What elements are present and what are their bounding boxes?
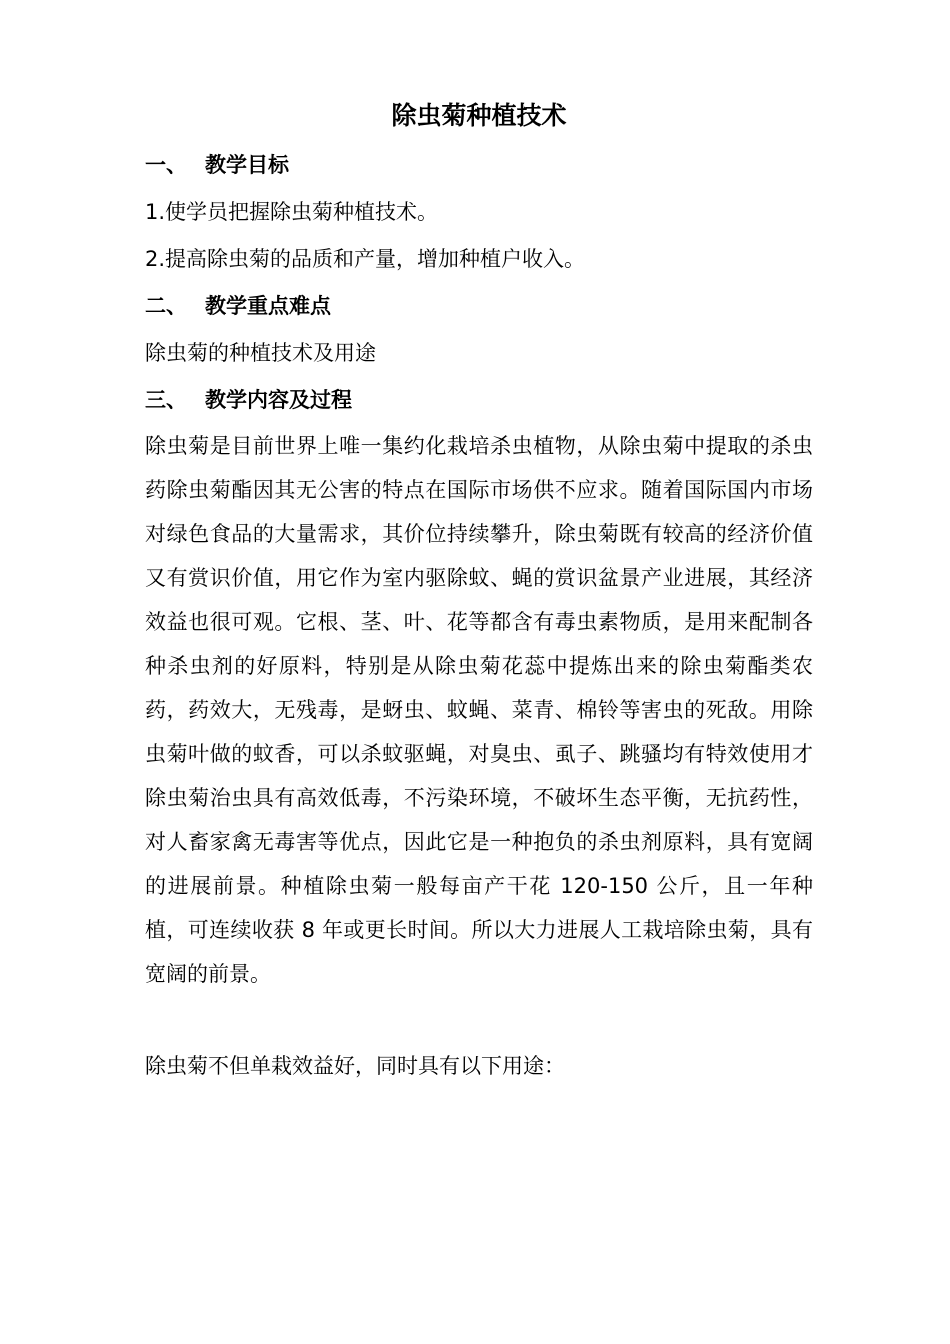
section-heading-key-points <box>145 291 331 321</box>
closing-sentence: 除虫菊不但单栽效益好，同时具有以下用途： <box>145 1054 565 1078</box>
section-heading-text: 教学内容及过程 <box>205 388 352 412</box>
section-heading-objectives <box>145 150 289 180</box>
key-point-item: 除虫菊的种植技术及用途 <box>145 341 376 365</box>
objective-item: 2.提高除虫菊的品质和产量，增加种植户收入。 <box>145 247 586 271</box>
section-number: 二、 <box>145 294 187 318</box>
section-number: 三、 <box>145 388 187 412</box>
content-paragraph: 除虫菊是目前世界上唯一集约化栽培杀虫植物，从除虫菊中提取的杀虫药除虫菊酯因其无公害的特点在国际市场供不应求。随着国际国内市场对绿色食品的大量需求，其价位持续攀升，除虫菊既有较高的经济价值又有赏识价值，用它作为室内驱除蚊、蝇的赏识盆景产业进展，其经济效益也很可观。它根、茎、叶、花等都含有毒虫素物质，是用来配制各种杀虫剂的好原料，特别是从除虫菊花蕊中提炼出来的除虫菊酯类农药，药效大，无残毒，是蚜虫、蚊蝇、菜青、棉铃等害虫的死敌。用除虫菊叶做的蚊香，可以杀蚊驱蝇，对臭虫、虱子、跳骚均有特效使用才除虫菊治虫具有高效低毒，不污染环境，不破坏生态平衡，无抗药性，对人畜家禽无毒害等优点，因此它是一种抱负的杀虫剂原料，具有宽阔的进展前景。种植除虫菊一般每亩产干花 120-150 公斤，且一年种植，可连续收获 8 年或更长时间。所以大力进展人工栽培除虫菊，具有宽阔的前景。 <box>145 434 813 986</box>
section-heading-text: 教学重点难点 <box>205 294 331 318</box>
page-title: 除虫菊种植技术 <box>391 101 567 130</box>
objective-item: 1.使学员把握除虫菊种植技术。 <box>145 200 439 224</box>
section-heading-content <box>145 385 352 415</box>
section-number: 一、 <box>145 153 187 177</box>
section-heading-text: 教学目标 <box>205 153 289 177</box>
